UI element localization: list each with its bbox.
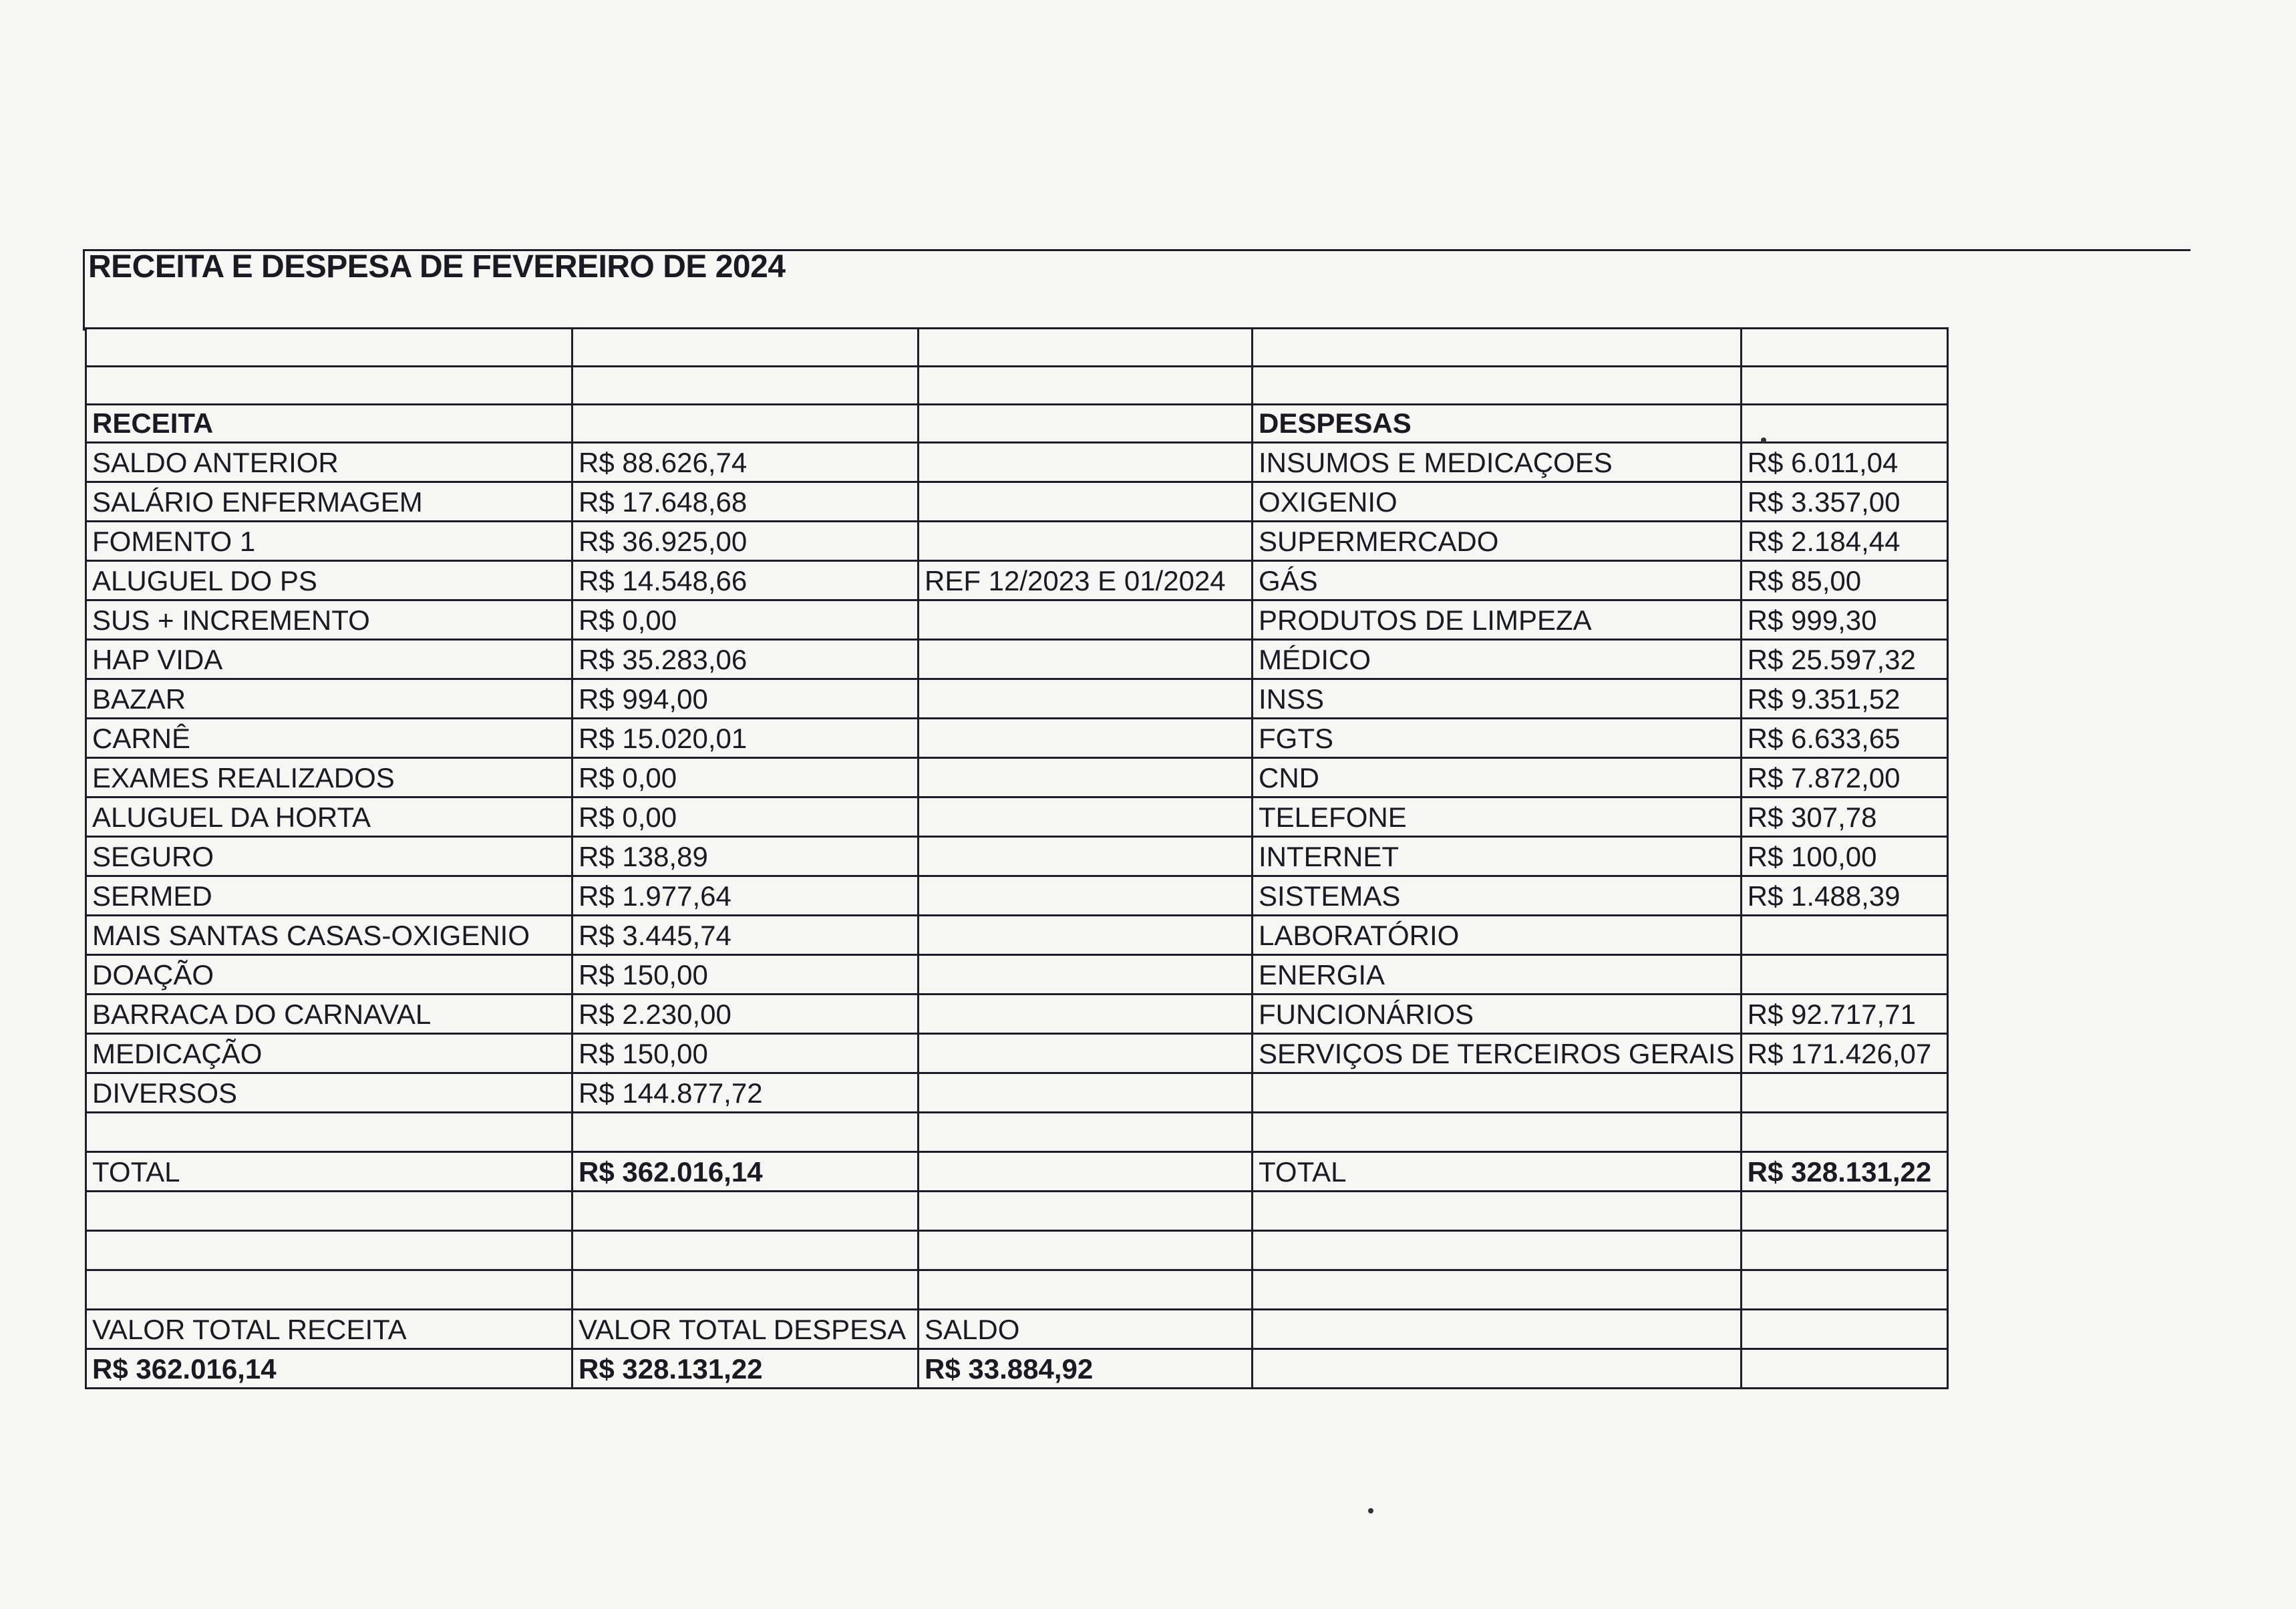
receita-value: R$ 0,00: [572, 758, 919, 797]
despesas-header: DESPESAS: [1253, 405, 1742, 443]
receita-value: R$ 150,00: [572, 1034, 919, 1073]
receita-note: [919, 482, 1253, 522]
despesa-label: LABORATÓRIO: [1253, 916, 1742, 955]
despesa-value: R$ 307,78: [1741, 797, 1947, 837]
receita-label: ALUGUEL DA HORTA: [86, 797, 572, 837]
empty-cell: [1741, 1310, 1947, 1349]
receita-note: [919, 600, 1253, 640]
receita-total-value: R$ 362.016,14: [572, 1152, 919, 1192]
receita-note: [919, 1073, 1253, 1113]
empty-cell: [1253, 1113, 1742, 1152]
empty-cell: [572, 1231, 919, 1270]
empty-cell: [572, 1270, 919, 1310]
receita-label: SERMED: [86, 876, 572, 916]
despesa-label: MÉDICO: [1253, 640, 1742, 679]
receita-label: DOAÇÃO: [86, 955, 572, 995]
ledger-row: [86, 679, 1948, 719]
ledger-row: [86, 916, 1948, 955]
receita-label: SALDO ANTERIOR: [86, 443, 572, 482]
empty-cell: [1741, 367, 1947, 405]
receita-value: R$ 144.877,72: [572, 1073, 919, 1113]
ledger-row: [86, 443, 1948, 482]
receita-label: FOMENTO 1: [86, 522, 572, 561]
receita-value: R$ 2.230,00: [572, 995, 919, 1034]
despesa-label: PRODUTOS DE LIMPEZA: [1253, 600, 1742, 640]
ledger-body: [86, 329, 1948, 1389]
receita-note: [919, 1034, 1253, 1073]
receita-value: R$ 0,00: [572, 600, 919, 640]
receita-note: [919, 640, 1253, 679]
empty-row: [86, 1192, 1948, 1231]
receita-note: [919, 955, 1253, 995]
summary-values-row: [86, 1349, 1948, 1389]
empty-cell: [572, 1113, 919, 1152]
despesa-value: R$ 9.351,52: [1741, 679, 1947, 719]
receita-label: DIVERSOS: [86, 1073, 572, 1113]
receita-value: R$ 35.283,06: [572, 640, 919, 679]
receita-note: [919, 876, 1253, 916]
despesa-label: SUPERMERCADO: [1253, 522, 1742, 561]
summary-despesa-value: R$ 328.131,22: [572, 1349, 919, 1389]
ledger-row: [86, 955, 1948, 995]
empty-cell: [1741, 1192, 1947, 1231]
empty-cell: [86, 1270, 572, 1310]
despesa-value: R$ 999,30: [1741, 600, 1947, 640]
empty-cell: [1253, 1310, 1742, 1349]
section-header-row: [86, 405, 1948, 443]
receita-note: [919, 758, 1253, 797]
receita-value: R$ 994,00: [572, 679, 919, 719]
empty-cell: [1741, 405, 1947, 443]
empty-cell: [919, 1270, 1253, 1310]
despesa-label: INSS: [1253, 679, 1742, 719]
receita-value: R$ 88.626,74: [572, 443, 919, 482]
receita-note: [919, 797, 1253, 837]
receita-label: BAZAR: [86, 679, 572, 719]
empty-cell: [1741, 1349, 1947, 1389]
empty-cell: [1741, 1113, 1947, 1152]
empty-cell: [86, 367, 572, 405]
empty-cell: [572, 405, 919, 443]
despesa-label: SISTEMAS: [1253, 876, 1742, 916]
ledger-row: [86, 758, 1948, 797]
ledger-row: [86, 1034, 1948, 1073]
ledger-row: [86, 561, 1948, 600]
empty-cell: [919, 405, 1253, 443]
empty-cell: [1253, 1231, 1742, 1270]
despesa-value: R$ 92.717,71: [1741, 995, 1947, 1034]
empty-cell: [572, 1192, 919, 1231]
despesa-label: [1253, 1073, 1742, 1113]
summary-saldo-value: R$ 33.884,92: [919, 1349, 1253, 1389]
empty-cell: [1253, 1270, 1742, 1310]
ink-speck: [1761, 437, 1766, 443]
receita-note: [919, 916, 1253, 955]
despesa-label: TELEFONE: [1253, 797, 1742, 837]
summary-labels-row: [86, 1310, 1948, 1349]
despesa-value: R$ 85,00: [1741, 561, 1947, 600]
empty-row: [86, 367, 1948, 405]
empty-cell: [919, 1192, 1253, 1231]
receita-note: [919, 837, 1253, 876]
receita-header: RECEITA: [86, 405, 572, 443]
receita-label: SEGURO: [86, 837, 572, 876]
ledger-row: [86, 876, 1948, 916]
summary-saldo-label: SALDO: [919, 1310, 1253, 1349]
receita-label: EXAMES REALIZADOS: [86, 758, 572, 797]
despesa-value: R$ 2.184,44: [1741, 522, 1947, 561]
summary-despesa-label: VALOR TOTAL DESPESA: [572, 1310, 919, 1349]
ledger-row: [86, 719, 1948, 758]
despesa-total-label: TOTAL: [1253, 1152, 1742, 1192]
empty-cell: [1253, 329, 1742, 367]
despesa-label: INTERNET: [1253, 837, 1742, 876]
receita-note: REF 12/2023 E 01/2024: [919, 561, 1253, 600]
empty-cell: [1253, 1349, 1742, 1389]
empty-cell: [919, 1113, 1253, 1152]
empty-cell: [86, 1192, 572, 1231]
ledger-row: [86, 482, 1948, 522]
summary-receita-label: VALOR TOTAL RECEITA: [86, 1310, 572, 1349]
empty-cell: [572, 367, 919, 405]
receita-value: R$ 1.977,64: [572, 876, 919, 916]
empty-cell: [1741, 1270, 1947, 1310]
receita-value: R$ 14.548,66: [572, 561, 919, 600]
ledger-row: [86, 1073, 1948, 1113]
empty-cell: [1253, 367, 1742, 405]
receita-label: ALUGUEL DO PS: [86, 561, 572, 600]
receita-value: R$ 36.925,00: [572, 522, 919, 561]
empty-cell: [919, 329, 1253, 367]
despesa-label: GÁS: [1253, 561, 1742, 600]
empty-cell: [86, 1113, 572, 1152]
despesa-value: R$ 7.872,00: [1741, 758, 1947, 797]
empty-cell: [86, 1231, 572, 1270]
receita-note: [919, 679, 1253, 719]
receita-value: R$ 138,89: [572, 837, 919, 876]
ledger-row: [86, 640, 1948, 679]
receita-total-label: TOTAL: [86, 1152, 572, 1192]
ledger-row: [86, 995, 1948, 1034]
ledger-table: [85, 327, 1949, 1389]
despesa-value: R$ 6.633,65: [1741, 719, 1947, 758]
receita-note: [919, 995, 1253, 1034]
despesa-total-value: R$ 328.131,22: [1741, 1152, 1947, 1192]
despesa-value: R$ 100,00: [1741, 837, 1947, 876]
receita-label: CARNÊ: [86, 719, 572, 758]
summary-receita-value: R$ 362.016,14: [86, 1349, 572, 1389]
document-title: RECEITA E DESPESA DE FEVEREIRO DE 2024: [88, 249, 786, 285]
despesa-label: ENERGIA: [1253, 955, 1742, 995]
receita-label: SUS + INCREMENTO: [86, 600, 572, 640]
receita-value: R$ 15.020,01: [572, 719, 919, 758]
ledger-row: [86, 600, 1948, 640]
empty-row: [86, 1231, 1948, 1270]
ink-speck: [1368, 1508, 1373, 1513]
receita-note: [919, 522, 1253, 561]
receita-value: R$ 17.648,68: [572, 482, 919, 522]
empty-cell: [572, 329, 919, 367]
receita-label: MEDICAÇÃO: [86, 1034, 572, 1073]
despesa-label: FUNCIONÁRIOS: [1253, 995, 1742, 1034]
empty-cell: [1741, 1231, 1947, 1270]
receita-label: BARRACA DO CARNAVAL: [86, 995, 572, 1034]
despesa-value: R$ 3.357,00: [1741, 482, 1947, 522]
receita-label: HAP VIDA: [86, 640, 572, 679]
despesa-label: CND: [1253, 758, 1742, 797]
despesa-label: OXIGENIO: [1253, 482, 1742, 522]
receita-value: R$ 0,00: [572, 797, 919, 837]
ledger-row: [86, 522, 1948, 561]
receita-value: R$ 150,00: [572, 955, 919, 995]
receita-label: MAIS SANTAS CASAS-OXIGENIO: [86, 916, 572, 955]
despesa-value: [1741, 955, 1947, 995]
empty-cell: [1741, 329, 1947, 367]
receita-value: R$ 3.445,74: [572, 916, 919, 955]
totals-row: [86, 1152, 1948, 1192]
receita-label: SALÁRIO ENFERMAGEM: [86, 482, 572, 522]
empty-row: [86, 329, 1948, 367]
empty-cell: [1253, 1192, 1742, 1231]
empty-cell: [86, 329, 572, 367]
despesa-label: FGTS: [1253, 719, 1742, 758]
empty-cell: [919, 1231, 1253, 1270]
receita-note: [919, 719, 1253, 758]
despesa-value: R$ 171.426,07: [1741, 1034, 1947, 1073]
empty-row: [86, 1270, 1948, 1310]
left-rule: [83, 249, 85, 331]
empty-cell: [919, 1152, 1253, 1192]
despesa-value: R$ 25.597,32: [1741, 640, 1947, 679]
empty-row: [86, 1113, 1948, 1152]
despesa-value: R$ 1.488,39: [1741, 876, 1947, 916]
receita-note: [919, 443, 1253, 482]
despesa-value: [1741, 916, 1947, 955]
despesa-label: INSUMOS E MEDICAÇOES: [1253, 443, 1742, 482]
despesa-label: SERVIÇOS DE TERCEIROS GERAIS: [1253, 1034, 1742, 1073]
despesa-value: R$ 6.011,04: [1741, 443, 1947, 482]
empty-cell: [919, 367, 1253, 405]
ledger-row: [86, 797, 1948, 837]
despesa-value: [1741, 1073, 1947, 1113]
ledger-row: [86, 837, 1948, 876]
